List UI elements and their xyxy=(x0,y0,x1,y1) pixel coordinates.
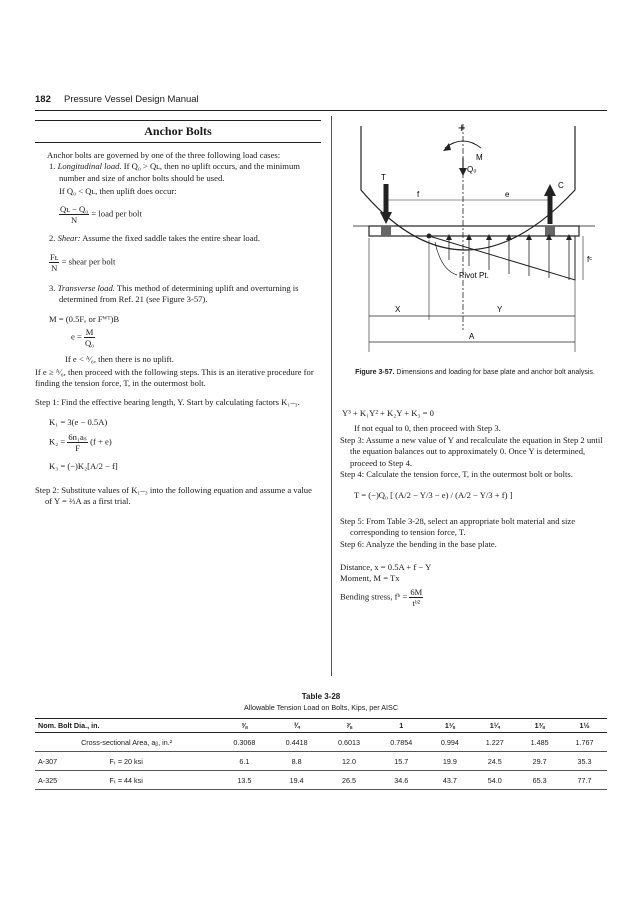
table-cell: 12.0 xyxy=(323,752,375,771)
row-label: A-307 xyxy=(35,752,106,771)
moment-equation: M = (0.5Fₑ or Fᵂᵀ)B xyxy=(49,313,120,324)
size-header: ¾ xyxy=(271,719,323,733)
step-3: Step 3: Assume a new value of Y and recalculate the equation in Step 2 until the equation balances out to approximately 0. Once Y is determined, proceed to Step 4. xyxy=(340,434,603,468)
running-title: Pressure Vessel Design Manual xyxy=(64,94,199,105)
step-6: Step 6: Analyze the bending in the base plate. xyxy=(340,538,497,549)
header-rule xyxy=(35,110,607,111)
load-case-3: 3. Transverse load. This method of determining uplift and overturning is determined from Ref. 21 (see Figure 3-57). xyxy=(49,283,299,305)
f-label: f xyxy=(417,190,420,199)
title-rule-bottom xyxy=(35,142,321,143)
distance-equation: Distance, x = 0.5A + f − Y xyxy=(340,562,432,573)
size-header: ⅞ xyxy=(323,719,375,733)
table-row xyxy=(35,733,607,752)
row-sublabel: Fₜ = 44 ksi xyxy=(106,771,218,790)
row-label: Cross-sectional Area, aᵦ, in.² xyxy=(35,733,218,752)
load-case-3-text: This method of determining uplift and overturning is determined from Ref. 21 (see Figure 3-57). xyxy=(59,283,299,305)
fc-label: fᶜ xyxy=(587,255,593,264)
q0-label: Q₀ xyxy=(467,165,477,174)
size-header: 1⅜ xyxy=(517,719,562,733)
table-cell: 8.8 xyxy=(271,752,323,771)
bending-stress-equation: Bending stress, fᵇ = $\frac{6M}{\text{tᵇ²}}$ xyxy=(340,586,423,608)
k1-equation: K₁ = 3(e − 0.5A) xyxy=(49,416,108,427)
page-number: 182 xyxy=(35,94,51,105)
e-label: e xyxy=(505,190,510,199)
table-cell: 24.5 xyxy=(472,752,517,771)
table-cell: 77.7 xyxy=(562,771,607,790)
table-cell: 13.5 xyxy=(218,771,270,790)
table-cell: 26.5 xyxy=(323,771,375,790)
table-cell: 34.6 xyxy=(375,771,427,790)
no-uplift-condition: If e < ᴬ⁄₆, then there is no uplift. xyxy=(65,354,174,365)
not-zero-note: If not equal to 0, then proceed with Step 3. xyxy=(354,423,501,434)
row-label: A-325 xyxy=(35,771,106,790)
table-cell: 0.4418 xyxy=(271,733,323,752)
table-cell: 29.7 xyxy=(517,752,562,771)
load-case-1-title: Longitudinal load. xyxy=(57,161,122,172)
pivot-label: Pivot Pt. xyxy=(459,271,489,280)
cubic-equation: Y³ + K₁Y² + K₂Y + K₃ = 0 xyxy=(342,408,434,418)
table-header-label: Nom. Bolt Dia., in. xyxy=(35,719,218,733)
section-title: Anchor Bolts xyxy=(144,124,212,138)
table-row xyxy=(35,752,607,771)
base-plate-diagram xyxy=(345,120,607,360)
size-header: 1½ xyxy=(562,719,607,733)
uplift-procedure: If e ≥ ᴬ⁄₆, then proceed with the following steps. This is an iterative procedure for finding the tension force, T, in the outermost bolt. xyxy=(35,366,314,389)
table-cell: 19.9 xyxy=(427,752,472,771)
moment-label: M xyxy=(476,153,483,162)
table-subtitle: Allowable Tension Load on Bolts, Kips, per AISC xyxy=(243,703,399,712)
vessel-shell xyxy=(361,126,575,250)
load-case-3-title: Transverse load. xyxy=(57,283,115,294)
load-case-1: 1. Longitudinal load. If Q₀ > Qʟ, then no uplift occurs, and the minimum number and size of anchor bolts should be used. xyxy=(49,161,300,183)
table-header-row xyxy=(35,719,607,733)
step-2: Step 2: Substitute values of K₁–₃ into the following equation and assume a value of Y = ⅔A as a first trial. xyxy=(35,484,312,507)
uplift-condition: If Q₀ < Qʟ, then uplift does occur: xyxy=(59,186,177,197)
load-case-2-text: Assume the fixed saddle takes the entire shear load. xyxy=(80,232,260,243)
c-label: C xyxy=(558,181,564,190)
load-per-bolt-equation: $\frac{\text{Qʟ − Q₀}}{N}$ = load per bolt xyxy=(60,203,142,225)
table-cell: 0.7854 xyxy=(375,733,427,752)
right-column xyxy=(340,408,610,608)
table-cell: 0.3068 xyxy=(218,733,270,752)
table-cell: 1.767 xyxy=(562,733,607,752)
table-cell: 15.7 xyxy=(375,752,427,771)
moment-tx-equation: Moment, M = Tx xyxy=(340,573,400,584)
load-case-2-title: Shear: xyxy=(57,232,81,243)
size-header: 1¼ xyxy=(472,719,517,733)
load-case-2: 2. Shear: Assume the fixed saddle takes the entire shear load. xyxy=(49,232,260,243)
step-1: Step 1: Find the effective bearing length, Y. Start by calculating factors K₁–₃. xyxy=(35,397,300,408)
table-cell: 43.7 xyxy=(427,771,472,790)
table-cell: 1.485 xyxy=(517,733,562,752)
table-cell: 54.0 xyxy=(472,771,517,790)
left-column xyxy=(35,150,321,508)
size-header: ⅜ xyxy=(218,719,270,733)
table-row xyxy=(35,771,607,790)
title-rule-top xyxy=(35,120,321,121)
table-cell: 65.3 xyxy=(517,771,562,790)
figure-caption: Figure 3-57. Dimensions and loading for base plate and anchor bolt analysis. xyxy=(355,369,595,376)
shear-per-bolt-equation: $\frac{\text{Fʟ}}{N}$ = shear per bolt xyxy=(50,252,116,274)
t-label: T xyxy=(381,173,386,182)
bolt-load-table xyxy=(35,718,607,790)
table-cell: 19.4 xyxy=(271,771,323,790)
column-divider xyxy=(331,116,332,676)
k3-equation: K₃ = (−)K₂[A/2 − f] xyxy=(49,461,118,472)
x-label: X xyxy=(395,305,401,314)
eccentricity-equation: e = $\frac{M}{\text{Q₀}}$ xyxy=(71,327,95,349)
table-cell: 0.6013 xyxy=(323,733,375,752)
table-cell: 6.1 xyxy=(218,752,270,771)
tension-equation: T = (−)Q₀ [ (A/2 − Y/3 − e) / (A/2 − Y/3 + f) ] xyxy=(354,490,513,501)
load-case-1-text: If Q₀ > Qʟ, then no uplift occurs, and the minimum number and size of anchor bolts should be used. xyxy=(59,161,300,183)
size-header: 1 xyxy=(375,719,427,733)
table-title: Table 3-28 xyxy=(301,692,341,701)
table-cell: 1.227 xyxy=(472,733,517,752)
y-label: Y xyxy=(497,305,503,314)
step-5: Step 5: From Table 3-28, select an appropriate bolt material and size corresponding to tension force, T. xyxy=(340,515,576,538)
table-cell: 0.994 xyxy=(427,733,472,752)
row-sublabel: Fₜ = 20 ksi xyxy=(106,752,218,771)
plus-label: + xyxy=(458,120,466,135)
k2-equation: K₂ = $\frac{\text{6n₁aₛ}}{F}$ (f + e) xyxy=(49,432,112,454)
step-4: Step 4: Calculate the tension force, T, in the outermost bolt or bolts. xyxy=(340,469,573,480)
size-header: 1⅛ xyxy=(427,719,472,733)
intro-paragraph: Anchor bolts are governed by one of the three following load cases: xyxy=(47,150,281,160)
a-label: A xyxy=(469,332,475,341)
table-cell: 35.3 xyxy=(562,752,607,771)
